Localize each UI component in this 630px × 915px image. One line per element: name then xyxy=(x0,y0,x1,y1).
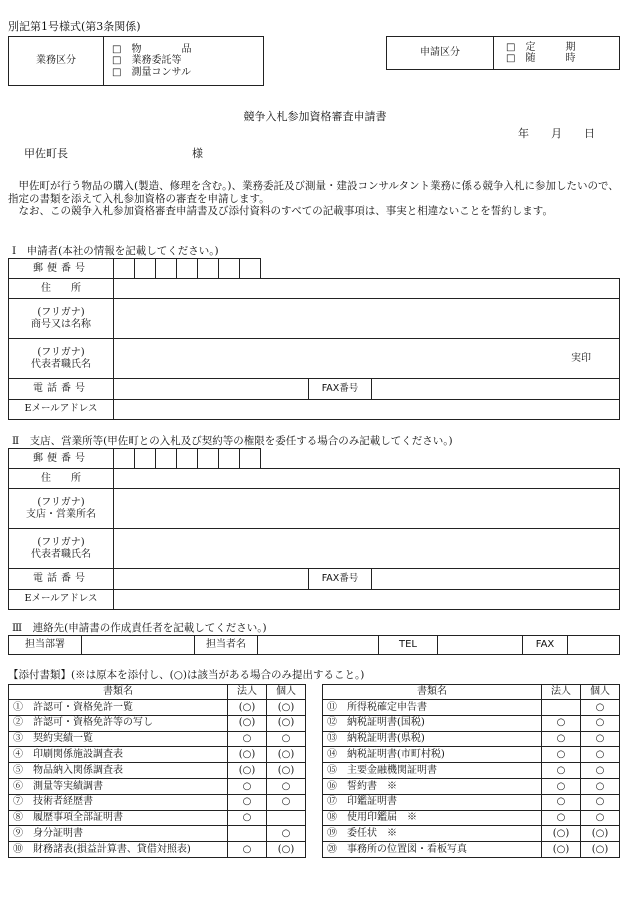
honorific: 様 xyxy=(192,147,203,160)
individual-mark-cell: ○ xyxy=(581,700,620,716)
table-row xyxy=(9,810,306,826)
table-row xyxy=(323,715,620,731)
doc-name-cell: ④ 印刷関係施設調査表 xyxy=(9,747,228,763)
table-row xyxy=(9,842,306,858)
table-row xyxy=(323,794,620,810)
corporation-mark-cell: (○) xyxy=(228,715,267,731)
date-line: 年 月 日 xyxy=(518,127,595,140)
table-row xyxy=(9,715,306,731)
addressee: 甲佐町長 xyxy=(24,147,68,160)
postal-digit-box[interactable] xyxy=(198,259,219,279)
col-header-corporation: 法人 xyxy=(228,685,267,700)
postal-digit-box[interactable] xyxy=(219,449,240,469)
doc-name-cell: ⑨ 身分証明書 xyxy=(9,826,228,842)
doc-name-cell: ⑧ 履歴事項全部証明書 xyxy=(9,810,228,826)
corporation-mark-cell: ○ xyxy=(542,747,581,763)
individual-mark-cell: (○) xyxy=(267,747,306,763)
col-header-doc-name: 書類名 xyxy=(323,685,542,700)
table-row xyxy=(9,794,306,810)
doc-name-cell: ① 許認可・資格免許一覧 xyxy=(9,700,228,716)
fax-field[interactable] xyxy=(372,379,619,399)
postal-digit-box[interactable] xyxy=(240,449,261,469)
col-header-corporation: 法人 xyxy=(542,685,581,700)
doc-name-cell: ⑯ 誓約書 ※ xyxy=(323,778,542,794)
form-label: 別記第1号様式(第3条関係) xyxy=(8,20,141,33)
doc-name-cell: ⑬ 納税証明書(県税) xyxy=(323,731,542,747)
individual-mark-cell: ○ xyxy=(581,810,620,826)
furigana-label: (フリガナ) xyxy=(37,347,85,358)
doc-name-cell: ③ 契約実績一覧 xyxy=(9,731,228,747)
body-paragraph-2: なお、この競争入札参加資格審査申請書及び添付資料のすべての記載事項は、事実と相違ないことを誓約します。 xyxy=(18,205,553,217)
col-header-individual: 個人 xyxy=(581,685,620,700)
individual-mark-cell: (○) xyxy=(267,700,306,716)
doc-name-cell: ⑤ 物品納入関係調査表 xyxy=(9,763,228,779)
application-category-label: 申請区分 xyxy=(387,37,494,70)
individual-mark-cell: (○) xyxy=(267,763,306,779)
doc-name-cell: ⑩ 財務諸表(損益計算書、貸借対照表) xyxy=(9,842,228,858)
section2-heading: Ⅱ 支店、営業所等(甲佐町との入札及び契約等の権限を委任する場合のみ記載してください。) xyxy=(12,435,453,447)
individual-mark-cell: (○) xyxy=(267,715,306,731)
application-category-table xyxy=(386,36,620,70)
table-row xyxy=(323,763,620,779)
individual-mark-cell: (○) xyxy=(581,826,620,842)
doc-name-cell: ⑦ 技術者経歴書 xyxy=(9,794,228,810)
furigana-label: (フリガナ) xyxy=(37,497,85,508)
corporation-mark-cell: ○ xyxy=(542,794,581,810)
address-field[interactable] xyxy=(114,469,620,489)
dept-label: 担当部署 xyxy=(9,636,82,655)
section1-heading: Ⅰ 申請者(本社の情報を記載してください。) xyxy=(12,245,219,257)
individual-mark-cell: (○) xyxy=(581,842,620,858)
postal-digit-box[interactable] xyxy=(135,449,156,469)
table-row xyxy=(9,778,306,794)
doc-name-cell: ⑰ 印鑑証明書 xyxy=(323,794,542,810)
email-field[interactable] xyxy=(114,590,620,610)
tel-label: TEL xyxy=(379,636,438,655)
representative-field[interactable] xyxy=(114,529,620,569)
email-label: Eメールアドレス xyxy=(9,590,114,610)
corporation-mark-cell: ○ xyxy=(542,763,581,779)
branch-name-field[interactable] xyxy=(114,489,620,529)
postal-digit-box[interactable] xyxy=(114,259,135,279)
individual-mark-cell: ○ xyxy=(581,794,620,810)
corporation-mark-cell: (○) xyxy=(542,826,581,842)
individual-mark-cell: ○ xyxy=(267,794,306,810)
doc-name-cell: ⑲ 委任状 ※ xyxy=(323,826,542,842)
company-name-field[interactable] xyxy=(114,299,620,339)
email-label: Eメールアドレス xyxy=(9,400,114,420)
corporation-mark-cell: ○ xyxy=(542,731,581,747)
attachments-table-right xyxy=(322,684,620,858)
individual-mark-cell: ○ xyxy=(581,747,620,763)
postal-digit-box[interactable] xyxy=(156,449,177,469)
corporation-mark-cell: (○) xyxy=(542,842,581,858)
corporation-mark-cell: (○) xyxy=(228,763,267,779)
phone-label: 電話番号 xyxy=(9,569,114,590)
body-paragraph-1: 甲佐町が行う物品の購入(製造、修理を含む。)、業務委託及び測量・建設コンサルタント業務に係る競争入札に参加したいので、指定の書類を添えて入札参加資格の審査を申請します。 xyxy=(8,180,619,205)
table-row xyxy=(9,763,306,779)
corporation-mark-cell: ○ xyxy=(228,778,267,794)
attachments-heading: 【添付書類】(※は原本を添付し、(○)は該当がある場合のみ提出すること。) xyxy=(8,669,365,681)
table-row xyxy=(9,747,306,763)
postal-digit-box[interactable] xyxy=(177,449,198,469)
furigana-label: (フリガナ) xyxy=(37,307,85,318)
phone-label: 電話番号 xyxy=(9,379,114,400)
postal-digit-box[interactable] xyxy=(135,259,156,279)
branch-table xyxy=(8,448,620,610)
corporation-mark-cell: ○ xyxy=(228,794,267,810)
checkbox-anytime[interactable]: □ 随 時 xyxy=(506,53,576,64)
contact-table xyxy=(8,635,620,655)
table-row xyxy=(323,810,620,826)
table-row xyxy=(9,731,306,747)
doc-name-cell: ⑪ 所得税確定申告書 xyxy=(323,700,542,716)
checkbox-survey-consultant[interactable]: □ 測量コンサル xyxy=(112,66,191,78)
postal-digit-box[interactable] xyxy=(177,259,198,279)
corporation-mark-cell xyxy=(228,826,267,842)
individual-mark-cell: ○ xyxy=(581,731,620,747)
page-title: 競争入札参加資格審査申請書 xyxy=(243,110,387,123)
doc-name-cell: ⑥ 測量等実績調書 xyxy=(9,778,228,794)
postal-digit-box[interactable] xyxy=(219,259,240,279)
address-field[interactable] xyxy=(114,279,620,299)
applicant-table xyxy=(8,258,620,420)
person-field[interactable] xyxy=(258,636,379,655)
doc-name-cell: ⑮ 主要金融機関証明書 xyxy=(323,763,542,779)
checkbox-outsourcing[interactable]: □ 業務委託等 xyxy=(112,55,182,67)
fax-field[interactable] xyxy=(372,569,619,589)
phone-field[interactable] xyxy=(114,569,309,590)
table-row xyxy=(9,826,306,842)
postal-label: 郵便番号 xyxy=(9,259,114,279)
postal-label: 郵便番号 xyxy=(9,449,114,469)
postal-digit-box[interactable] xyxy=(114,449,135,469)
individual-mark-cell: ○ xyxy=(267,826,306,842)
corporation-mark-cell: ○ xyxy=(228,842,267,858)
table-row xyxy=(9,700,306,716)
company-name-label: 商号又は名称 xyxy=(31,318,91,330)
table-row xyxy=(323,747,620,763)
doc-name-cell: ⑱ 使用印鑑届 ※ xyxy=(323,810,542,826)
person-label: 担当者名 xyxy=(195,636,258,655)
corporation-mark-cell: ○ xyxy=(228,731,267,747)
doc-name-cell: ⑭ 納税証明書(市町村税) xyxy=(323,747,542,763)
checkbox-goods[interactable]: □ 物 品 xyxy=(112,43,192,55)
representative-field[interactable] xyxy=(114,339,620,379)
individual-mark-cell: ○ xyxy=(581,715,620,731)
individual-mark-cell: (○) xyxy=(267,842,306,858)
table-row xyxy=(323,842,620,858)
address-label: 住 所 xyxy=(9,469,114,489)
branch-name-label: 支店・営業所名 xyxy=(26,508,96,520)
tel-field[interactable] xyxy=(438,636,523,655)
col-header-individual: 個人 xyxy=(267,685,306,700)
doc-name-cell: ② 許認可・資格免許等の写し xyxy=(9,715,228,731)
fax-label: FAX番号 xyxy=(309,569,372,589)
table-row xyxy=(323,700,620,716)
phone-field[interactable] xyxy=(114,379,309,400)
address-label: 住 所 xyxy=(9,279,114,299)
registered-seal-label: 実印 xyxy=(571,352,591,364)
business-category-label: 業務区分 xyxy=(9,37,104,86)
table-row xyxy=(323,731,620,747)
corporation-mark-cell: (○) xyxy=(228,700,267,716)
corporation-mark-cell: ○ xyxy=(542,778,581,794)
corporation-mark-cell: ○ xyxy=(542,715,581,731)
email-field[interactable] xyxy=(114,400,620,420)
fax-field[interactable] xyxy=(568,636,620,655)
dept-field[interactable] xyxy=(82,636,195,655)
postal-digit-box[interactable] xyxy=(156,259,177,279)
individual-mark-cell: ○ xyxy=(581,763,620,779)
corporation-mark-cell: ○ xyxy=(542,810,581,826)
individual-mark-cell xyxy=(267,810,306,826)
postal-digit-box[interactable] xyxy=(198,449,219,469)
fax-label: FAX xyxy=(523,636,568,655)
fax-label: FAX番号 xyxy=(309,379,372,399)
representative-label: 代表者職氏名 xyxy=(31,358,91,370)
corporation-mark-cell: (○) xyxy=(228,747,267,763)
corporation-mark-cell xyxy=(542,700,581,716)
table-row xyxy=(323,778,620,794)
furigana-label: (フリガナ) xyxy=(37,537,85,548)
doc-name-cell: ⑳ 事務所の位置図・看板写真 xyxy=(323,842,542,858)
business-category-table xyxy=(8,36,264,86)
individual-mark-cell: ○ xyxy=(267,778,306,794)
individual-mark-cell: ○ xyxy=(581,778,620,794)
section3-heading: Ⅲ 連絡先(申請書の作成責任者を記載してください。) xyxy=(12,622,267,634)
postal-digit-box[interactable] xyxy=(240,259,261,279)
individual-mark-cell: ○ xyxy=(267,731,306,747)
table-row xyxy=(323,826,620,842)
representative-label: 代表者職氏名 xyxy=(31,548,91,560)
attachments-table-left xyxy=(8,684,306,858)
doc-name-cell: ⑫ 納税証明書(国税) xyxy=(323,715,542,731)
checkbox-regular[interactable]: □ 定 期 xyxy=(506,41,576,53)
col-header-doc-name: 書類名 xyxy=(9,685,228,700)
corporation-mark-cell: ○ xyxy=(228,810,267,826)
